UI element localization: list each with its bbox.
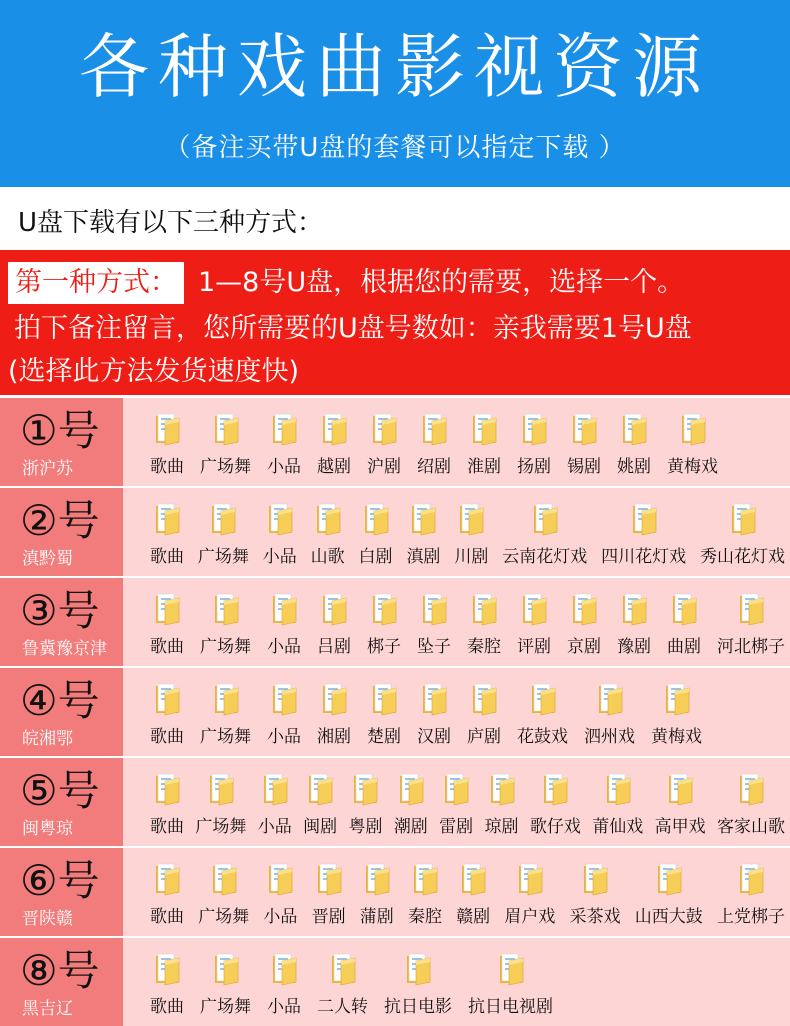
folder-icon: [630, 502, 658, 536]
usb-drive-row: [0, 668, 790, 756]
folder-label: 歌曲: [150, 727, 184, 747]
folder-label: 绍剧: [417, 457, 451, 477]
folder-item[interactable]: [394, 758, 428, 846]
folder-label: 歌曲: [150, 547, 184, 567]
folder-label: 豫剧: [617, 637, 651, 657]
folder-icon: [270, 952, 298, 986]
folder-icon: [459, 862, 487, 896]
folder-item[interactable]: [417, 668, 451, 756]
folder-label: 扬剧: [517, 457, 551, 477]
folder-item[interactable]: [263, 488, 297, 576]
folder-label: 黄梅戏: [667, 457, 718, 477]
folder-item[interactable]: [360, 848, 394, 936]
folder-item[interactable]: [303, 758, 337, 846]
folder-item[interactable]: [617, 398, 651, 486]
folder-item[interactable]: [417, 578, 451, 666]
folder-icon: [370, 412, 398, 446]
folder-label: 广场舞: [197, 547, 249, 567]
folder-label: 云南花灯戏: [502, 547, 588, 567]
folder-item[interactable]: [584, 668, 635, 756]
folder-label: 黄梅戏: [651, 727, 702, 747]
folder-label: 歌仔戏: [529, 817, 581, 837]
folder-label: 广场舞: [198, 907, 250, 927]
folder-icon: [420, 682, 448, 716]
folder-label: 秦腔: [408, 907, 442, 927]
folder-item[interactable]: [267, 398, 301, 486]
folder-label: 小品: [263, 907, 298, 927]
folder-icon: [261, 772, 289, 806]
usb-drive-row: [0, 758, 790, 846]
folder-icon: [679, 412, 707, 446]
drive-region: 闽粤琼: [22, 819, 73, 839]
folder-item[interactable]: [467, 668, 501, 756]
folder-icon: [320, 682, 348, 716]
folder-label: 滇剧: [406, 547, 441, 567]
folder-icon: [270, 592, 298, 626]
drive-number: ④号: [20, 676, 100, 725]
folder-label: 广场舞: [200, 457, 251, 477]
folder-icon: [370, 682, 398, 716]
folder-icon: [153, 952, 181, 986]
folder-icon: [320, 412, 348, 446]
drive-number: ⑧号: [20, 946, 100, 995]
drive-label-panel: [0, 668, 123, 756]
folder-label: 广场舞: [200, 997, 251, 1017]
folder-item[interactable]: [655, 758, 706, 846]
drive-number: ①号: [20, 406, 100, 455]
folder-icon: [670, 592, 698, 626]
folder-icon: [497, 952, 525, 986]
folder-label: 二人转: [317, 997, 368, 1017]
folder-icon: [153, 682, 181, 716]
folder-item[interactable]: [267, 578, 301, 666]
folder-icon: [620, 592, 648, 626]
folder-icon: [737, 772, 765, 806]
folder-icon: [270, 412, 298, 446]
folder-icon: [320, 592, 348, 626]
folder-icon: [153, 502, 181, 536]
folder-item[interactable]: [517, 668, 568, 756]
folder-icon: [397, 772, 425, 806]
drive-label-panel: [0, 848, 123, 936]
folder-icon: [666, 772, 694, 806]
folder-label: 评剧: [517, 637, 551, 657]
folder-label: 蒲剧: [359, 907, 394, 927]
folder-label: 梆子: [367, 637, 401, 657]
folder-label: 花鼓戏: [517, 727, 568, 747]
folder-icon: [620, 412, 648, 446]
header-banner: [0, 0, 790, 187]
folder-item[interactable]: [468, 938, 553, 1026]
folder-icon: [570, 592, 598, 626]
folder-icon: [737, 592, 765, 626]
folder-item[interactable]: [150, 578, 184, 666]
folder-icon: [541, 772, 569, 806]
folder-item[interactable]: [150, 938, 184, 1026]
download-methods-intro: U盘下载有以下三种方式：: [18, 208, 324, 238]
drive-contents: [123, 578, 790, 666]
folder-item[interactable]: [263, 848, 297, 936]
folder-label: 晋剧: [311, 907, 346, 927]
folder-item[interactable]: [408, 848, 442, 936]
folder-icon: [520, 592, 548, 626]
drive-number: ⑥号: [20, 856, 100, 905]
folder-icon: [457, 502, 485, 536]
folder-label: 上党梆子: [717, 907, 785, 927]
folder-icon: [212, 412, 240, 446]
folder-icon: [209, 502, 237, 536]
folder-label: 湘剧: [317, 727, 351, 747]
folder-item[interactable]: [406, 488, 440, 576]
folder-label: 楚剧: [367, 727, 401, 747]
folder-label: 秀山花灯戏: [700, 547, 785, 567]
folder-item[interactable]: [667, 578, 701, 666]
drive-label-panel: [0, 938, 123, 1026]
folder-label: 山西大鼓: [634, 907, 703, 927]
folder-icon: [212, 682, 240, 716]
folder-item[interactable]: [150, 398, 184, 486]
folder-icon: [420, 592, 448, 626]
folder-label: 白剧: [358, 547, 393, 567]
method-note: 拍下备注留言，您所需要的U盘号数如：亲我需要1号U盘: [14, 313, 692, 344]
folder-item[interactable]: [530, 758, 581, 846]
drive-region: 鲁冀豫京津: [22, 639, 107, 659]
folder-label: 闽剧: [303, 817, 338, 837]
folder-item[interactable]: [417, 398, 451, 486]
folder-label: 吕剧: [317, 637, 351, 657]
folder-item[interactable]: [312, 848, 346, 936]
folder-label: 歌曲: [150, 907, 184, 927]
folder-item[interactable]: [317, 668, 351, 756]
folder-label: 汉剧: [417, 727, 451, 747]
folder-icon: [266, 502, 294, 536]
folder-label: 潮剧: [393, 817, 428, 837]
folder-label: 四川花灯戏: [601, 547, 687, 567]
folder-item[interactable]: [200, 578, 251, 666]
usb-drive-row: [0, 488, 790, 576]
folder-item[interactable]: [359, 488, 393, 576]
usb-drive-row: [0, 578, 790, 666]
folder-label: 歌曲: [150, 457, 184, 477]
folder-item[interactable]: [317, 398, 351, 486]
folder-item[interactable]: [467, 578, 501, 666]
folder-label: 曲剧: [667, 637, 701, 657]
method-label: 第一种方式：: [8, 262, 184, 304]
folder-icon: [729, 502, 757, 536]
method-speed-note: (选择此方法发货速度快): [8, 356, 300, 387]
folder-icon: [306, 772, 334, 806]
drive-number: ②号: [20, 496, 100, 545]
folder-icon: [363, 862, 391, 896]
folder-label: 广场舞: [195, 817, 247, 837]
drive-label-panel: [0, 758, 123, 846]
folder-label: 河北梆子: [717, 637, 785, 657]
folder-icon: [315, 862, 343, 896]
folder-item[interactable]: [267, 938, 301, 1026]
folder-icon: [314, 502, 342, 536]
folder-label: 姚剧: [617, 457, 651, 477]
folder-icon: [266, 862, 294, 896]
folder-icon: [470, 592, 498, 626]
folder-item[interactable]: [317, 578, 351, 666]
drive-contents: [123, 938, 790, 1026]
folder-item[interactable]: [467, 398, 501, 486]
folder-icon: [153, 592, 181, 626]
folder-item[interactable]: [267, 668, 301, 756]
folder-item[interactable]: [439, 758, 473, 846]
folder-label: 小品: [267, 637, 301, 657]
folder-item[interactable]: [311, 488, 345, 576]
folder-item[interactable]: [570, 848, 621, 936]
folder-label: 庐剧: [467, 727, 501, 747]
folder-item[interactable]: [150, 848, 184, 936]
folder-item[interactable]: [717, 848, 785, 936]
folder-icon: [581, 862, 609, 896]
drive-region: 滇黔蜀: [22, 549, 73, 569]
folder-item[interactable]: [567, 578, 601, 666]
folder-item[interactable]: [384, 938, 452, 1026]
folder-icon: [270, 682, 298, 716]
folder-label: 歌曲: [150, 637, 184, 657]
folder-item[interactable]: [700, 488, 785, 576]
folder-label: 小品: [257, 817, 292, 837]
folder-label: 小品: [267, 727, 301, 747]
folder-icon: [663, 682, 691, 716]
folder-icon: [411, 862, 439, 896]
folder-item[interactable]: [150, 758, 184, 846]
folder-icon: [212, 952, 240, 986]
folder-label: 沪剧: [367, 457, 401, 477]
folder-label: 赣剧: [456, 907, 491, 927]
folder-item[interactable]: [485, 758, 519, 846]
folder-icon: [370, 592, 398, 626]
folder-label: 小品: [267, 457, 301, 477]
folder-icon: [420, 412, 448, 446]
folder-item[interactable]: [258, 758, 292, 846]
drive-number: ③号: [20, 586, 100, 635]
folder-icon: [329, 952, 357, 986]
folder-icon: [351, 772, 379, 806]
folder-icon: [362, 502, 390, 536]
folder-label: 广场舞: [200, 637, 251, 657]
folder-label: 山歌: [310, 547, 345, 567]
folder-icon: [210, 862, 238, 896]
folder-item[interactable]: [200, 668, 251, 756]
drive-region: 皖湘鄂: [22, 729, 73, 749]
folder-label: 川剧: [454, 547, 489, 567]
folder-item[interactable]: [367, 668, 401, 756]
folder-label: 秦腔: [467, 637, 501, 657]
folder-icon: [207, 772, 235, 806]
page-subtitle: （备注买带U盘的套餐可以指定下载 ）: [164, 133, 626, 163]
drive-contents: [123, 758, 790, 846]
folder-item[interactable]: [198, 488, 249, 576]
drive-label-panel: [0, 578, 123, 666]
folder-item[interactable]: [601, 488, 686, 576]
folder-item[interactable]: [635, 848, 703, 936]
folder-item[interactable]: [150, 488, 184, 576]
folder-icon: [442, 772, 470, 806]
folder-icon: [531, 502, 559, 536]
folder-label: 抗日电视剧: [468, 997, 553, 1017]
folder-item[interactable]: [502, 488, 587, 576]
drive-contents: [123, 668, 790, 756]
folder-icon: [153, 412, 181, 446]
folder-icon: [153, 772, 181, 806]
folder-item[interactable]: [504, 848, 555, 936]
folder-icon: [470, 412, 498, 446]
folder-icon: [529, 682, 557, 716]
folder-icon: [655, 862, 683, 896]
folder-icon: [409, 502, 437, 536]
drive-label-panel: [0, 398, 123, 486]
folder-label: 坠子: [417, 637, 451, 657]
folder-icon: [604, 772, 632, 806]
folder-item[interactable]: [517, 398, 551, 486]
folder-label: 琼剧: [484, 817, 519, 837]
folder-label: 莆仙戏: [592, 817, 644, 837]
folder-label: 采茶戏: [569, 907, 621, 927]
folder-icon: [570, 412, 598, 446]
folder-item[interactable]: [198, 848, 249, 936]
drive-contents: [123, 398, 790, 486]
drive-region: 晋陕赣: [22, 909, 73, 929]
drive-region: 浙沪苏: [22, 459, 73, 479]
folder-label: 京剧: [567, 637, 601, 657]
folder-label: 粤剧: [348, 817, 383, 837]
folder-label: 客家山歌: [717, 817, 785, 837]
folder-item[interactable]: [717, 578, 785, 666]
folder-item[interactable]: [454, 488, 488, 576]
drive-label-panel: [0, 488, 123, 576]
folder-label: 高甲戏: [654, 817, 706, 837]
folder-label: 眉户戏: [504, 907, 556, 927]
folder-item[interactable]: [617, 578, 651, 666]
page-title: 各种戏曲影视资源: [79, 26, 711, 108]
folder-icon: [212, 592, 240, 626]
folder-item[interactable]: [717, 758, 785, 846]
folder-item[interactable]: [456, 848, 490, 936]
folder-icon: [153, 862, 181, 896]
usb-drive-row: [0, 398, 790, 486]
folder-icon: [488, 772, 516, 806]
folder-label: 小品: [262, 547, 297, 567]
folder-item[interactable]: [651, 668, 702, 756]
folder-item[interactable]: [667, 398, 718, 486]
folder-icon: [404, 952, 432, 986]
folder-item[interactable]: [150, 668, 184, 756]
folder-label: 雷剧: [439, 817, 474, 837]
folder-label: 抗日电影: [384, 997, 452, 1017]
folder-label: 广场舞: [200, 727, 251, 747]
folder-item[interactable]: [367, 578, 401, 666]
usb-drive-row: [0, 848, 790, 936]
folder-icon: [596, 682, 624, 716]
folder-item[interactable]: [317, 938, 368, 1026]
folder-label: 淮剧: [467, 457, 501, 477]
folder-icon: [737, 862, 765, 896]
folder-item[interactable]: [592, 758, 643, 846]
folder-item[interactable]: [348, 758, 382, 846]
folder-icon: [520, 412, 548, 446]
method-text: 1—8号U盘，根据您的需要，选择一个。: [198, 267, 685, 298]
folder-item[interactable]: [367, 398, 401, 486]
drive-contents: [123, 488, 790, 576]
folder-label: 小品: [267, 997, 301, 1017]
folder-item[interactable]: [517, 578, 551, 666]
folder-item[interactable]: [195, 758, 246, 846]
drive-region: 黑吉辽: [22, 999, 73, 1019]
folder-label: 锡剧: [567, 457, 601, 477]
folder-icon: [516, 862, 544, 896]
folder-label: 歌曲: [150, 997, 184, 1017]
folder-icon: [470, 682, 498, 716]
drive-number: ⑤号: [20, 766, 100, 815]
folder-item[interactable]: [567, 398, 601, 486]
usb-drive-row: [0, 938, 790, 1026]
folder-label: 泗州戏: [584, 727, 635, 747]
folder-item[interactable]: [200, 398, 251, 486]
folder-label: 歌曲: [150, 817, 184, 837]
folder-label: 越剧: [317, 457, 351, 477]
folder-item[interactable]: [200, 938, 251, 1026]
drive-contents: [123, 848, 790, 936]
